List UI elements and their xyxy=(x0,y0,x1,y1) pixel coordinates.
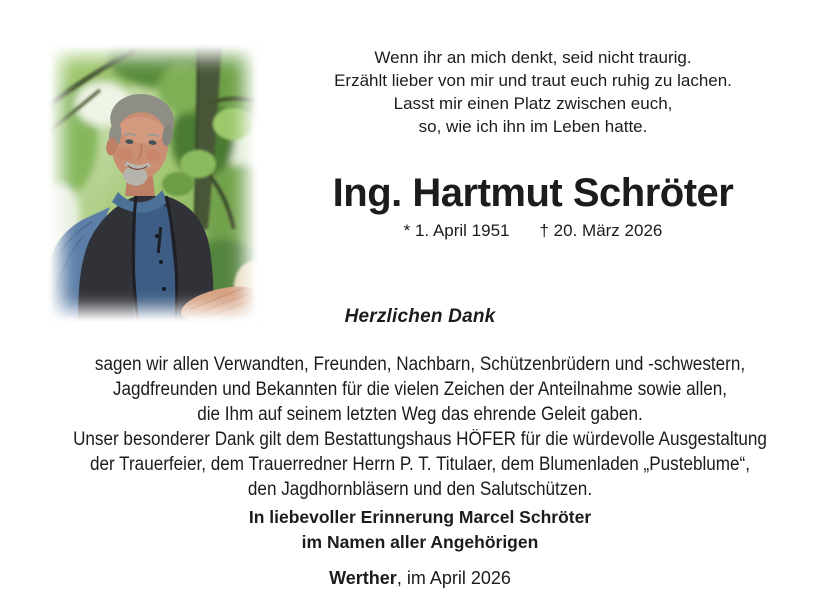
signature-line: In liebevoller Erinnerung Marcel Schröter xyxy=(248,507,592,527)
portrait-photo xyxy=(48,44,258,322)
thanks-heading: Herzlichen Dank xyxy=(344,306,496,327)
portrait-photo-illustration xyxy=(48,44,258,322)
poem-line: Erzählt lieber von mir und traut euch ruhig zu lachen. xyxy=(334,71,732,90)
signature-line: im Namen aller Angehörigen xyxy=(301,532,539,552)
poem-line: so, wie ich ihn im Leben hatte. xyxy=(418,117,648,136)
family-signature xyxy=(0,505,840,555)
death-date: † 20. März 2026 xyxy=(539,221,663,240)
poem-line: Lasst mir einen Platz zwischen euch, xyxy=(393,94,673,113)
dateline-rest: , im April 2026 xyxy=(396,568,511,588)
poem-line: Wenn ihr an mich denkt, seid nicht traurig. xyxy=(374,48,692,67)
thanks-body xyxy=(0,352,840,502)
thanks-body-line: den Jagdhornbläsern und den Salutschützen. xyxy=(247,479,593,500)
place-name: Werther xyxy=(329,568,397,588)
thanks-body-line: der Trauerfeier, dem Trauerredner Herrn P. T. Titulaer, dem Blumenladen „Pusteblume“, xyxy=(90,454,750,475)
thanks-body-line: Jagdfreunden und Bekannten für die vielen Zeichen der Anteilnahme sowie allen, xyxy=(112,379,728,400)
thanks-body-line: die Ihm auf seinem letzten Weg das ehrende Geleit gaben. xyxy=(197,404,643,425)
place-dateline xyxy=(0,568,840,589)
thanks-body-line: sagen wir allen Verwandten, Freunden, Nachbarn, Schützenbrüdern und -schwestern, xyxy=(94,354,746,375)
deceased-name: Ing. Hartmut Schröter xyxy=(332,171,734,215)
thanks-body-line: Unser besonderer Dank gilt dem Bestattungshaus HÖFER für die würdevolle Ausgestaltung xyxy=(73,429,767,450)
farewell-poem xyxy=(268,46,798,138)
life-dates xyxy=(268,221,798,241)
birth-date: * 1. April 1951 xyxy=(403,221,510,240)
header-block xyxy=(268,46,798,241)
